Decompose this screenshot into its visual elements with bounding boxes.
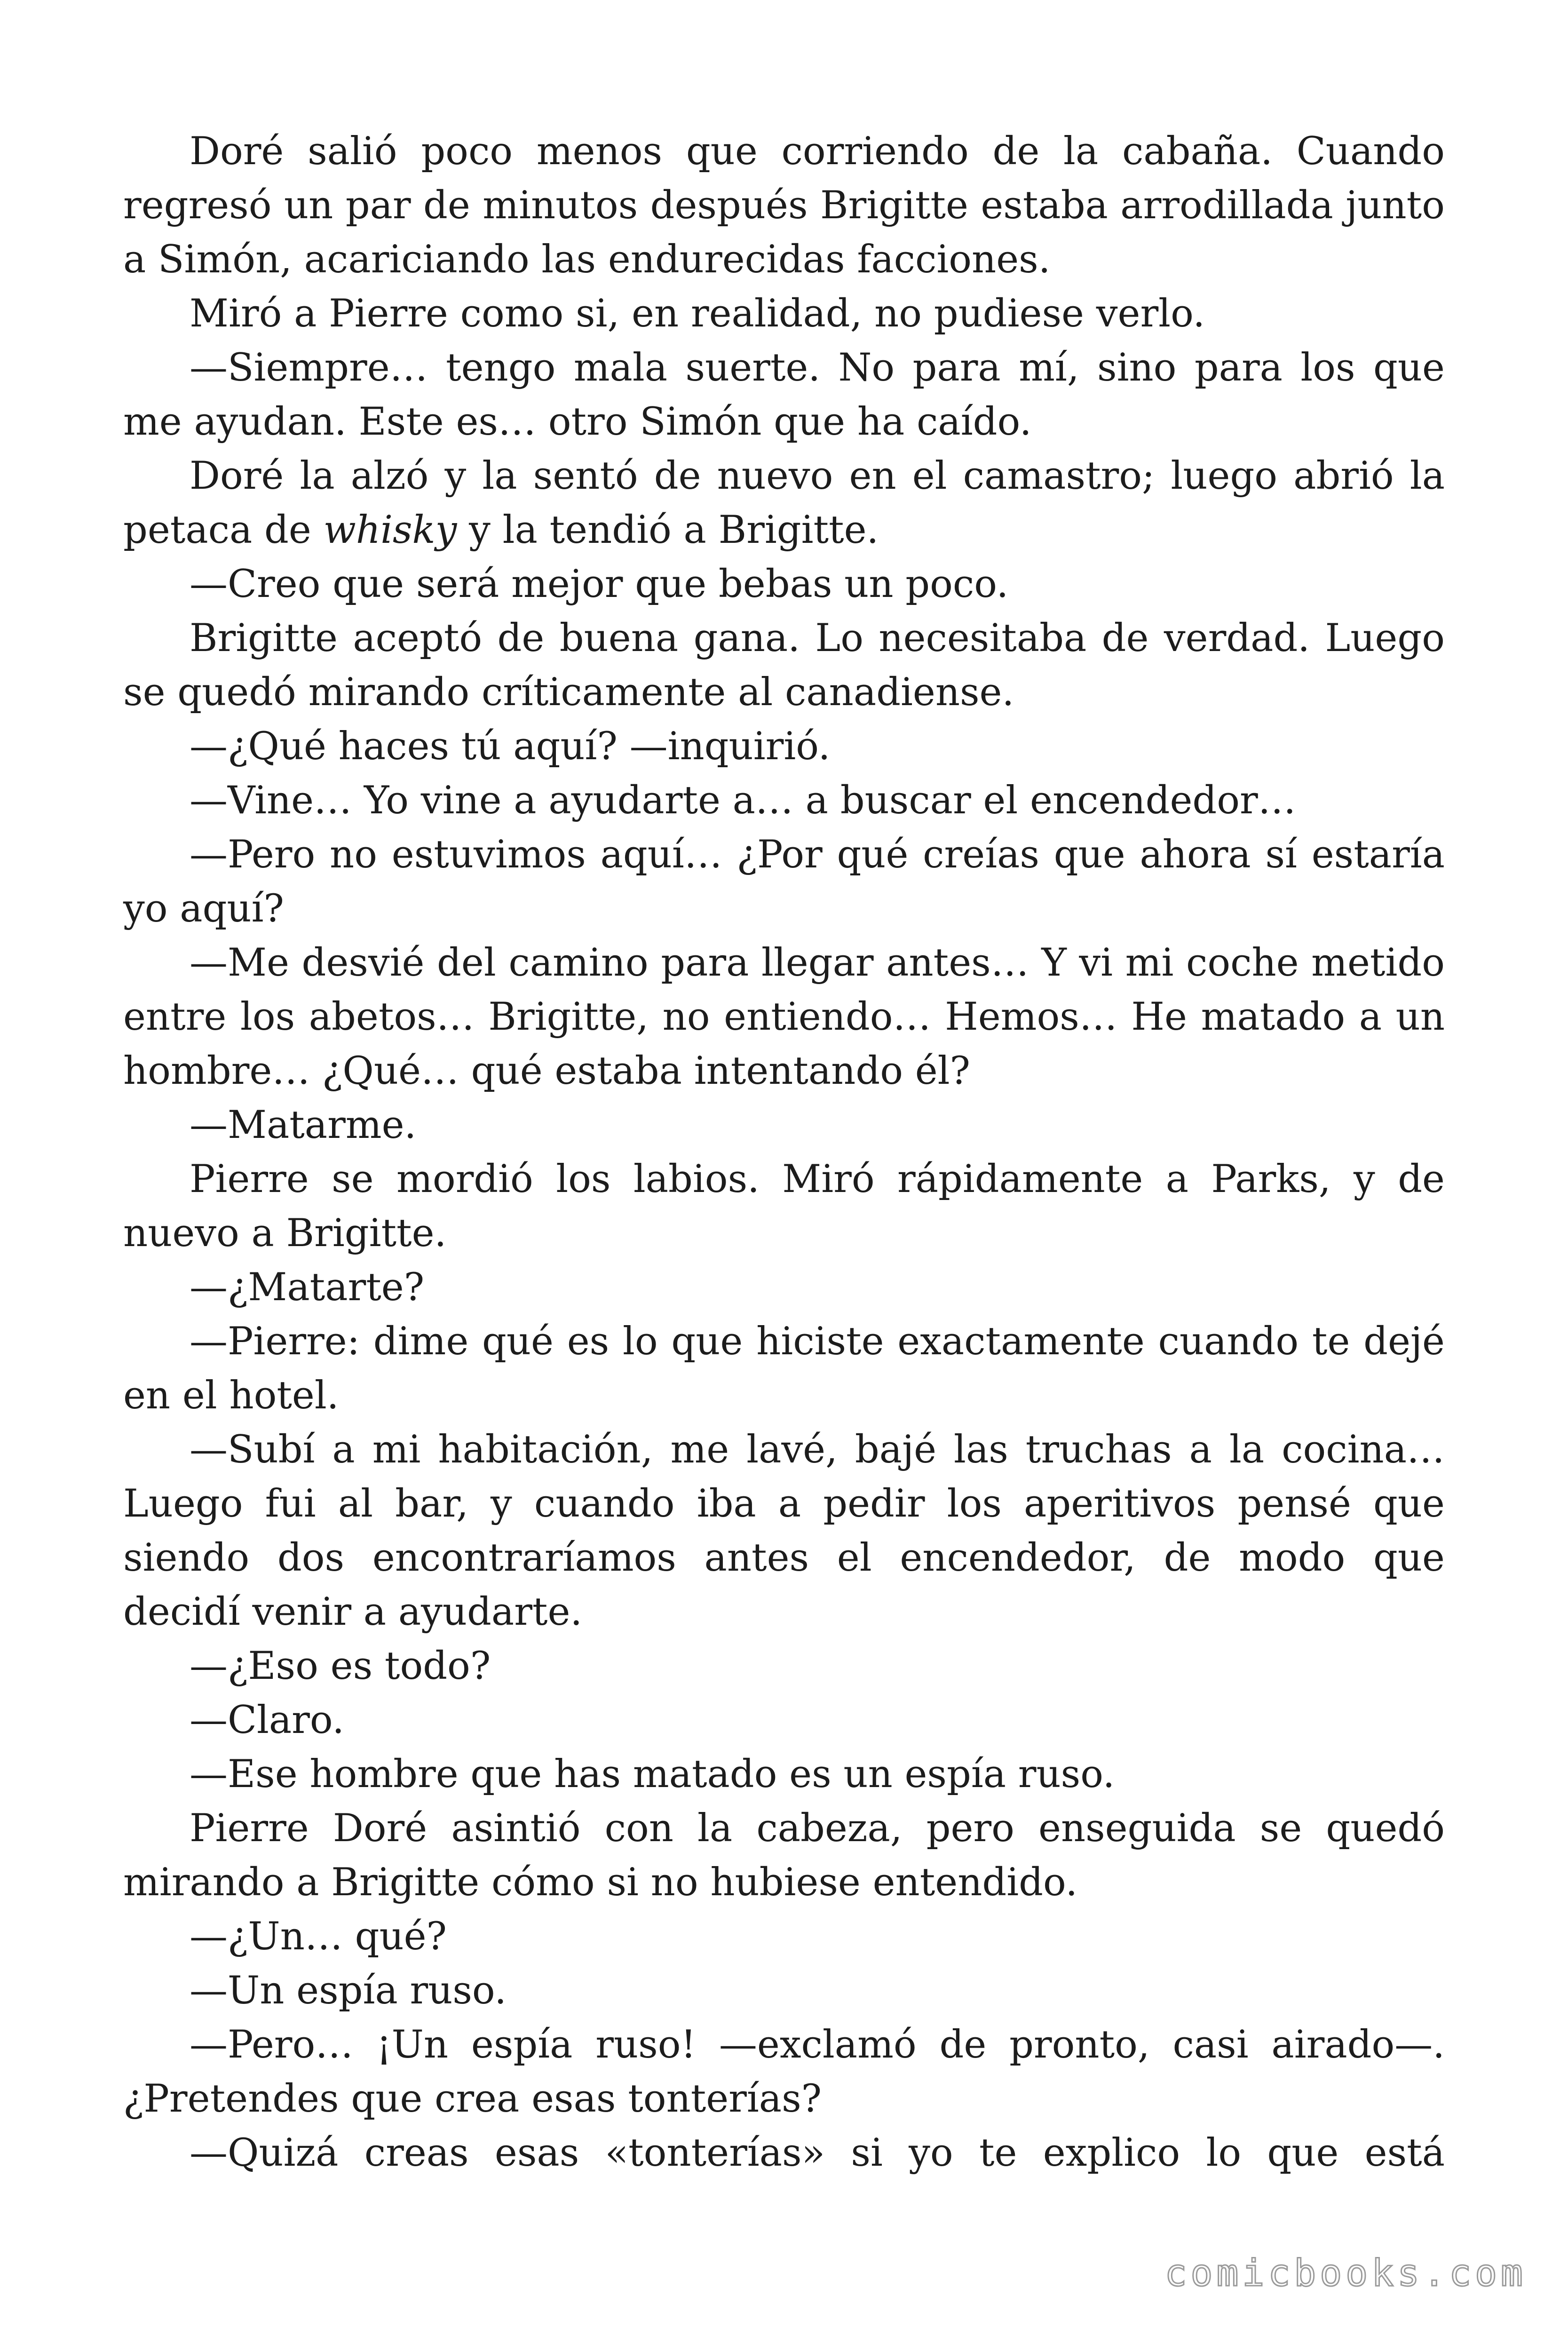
paragraph: Miró a Pierre como si, en realidad, no pudiese verlo.: [190, 292, 1205, 336]
paragraph: —Matarme.: [190, 1103, 417, 1147]
paragraph: —Quizá creas esas «tonterías» si yo te explico lo que está: [190, 2131, 1445, 2175]
paragraph: —Pero… ¡Un espía ruso! —exclamó de pronto, casi airado—. ¿Pretendes que crea esas tonterías?: [123, 2023, 1445, 2121]
paragraph: —¿Matarte?: [190, 1265, 425, 1310]
paragraph: [123, 449, 1445, 557]
paragraph: —Claro.: [190, 1698, 344, 1742]
paragraph: Doré salió poco menos que corriendo de la cabaña. Cuando regresó un par de minutos después Brigitte estaba arrodillada junto a Simón, acariciando las endurecidas facciones.: [123, 129, 1445, 282]
paragraph: —Vine… Yo vine a ayudarte a… a buscar el encendedor…: [190, 779, 1296, 823]
watermark: comicbooks.com: [1164, 2252, 1527, 2295]
paragraph: —Ese hombre que has matado es un espía ruso.: [190, 1752, 1115, 1796]
paragraph: —¿Un… qué?: [190, 1915, 447, 1959]
paragraph: —Pero no estuvimos aquí… ¿Por qué creías que ahora sí estaría yo aquí?: [123, 833, 1445, 931]
paragraph: —¿Eso es todo?: [190, 1644, 491, 1688]
paragraph-text: Doré la alzó y la sentó de nuevo en el camastro; luego abrió la petaca de: [123, 454, 1445, 552]
paragraph: —Subí a mi habitación, me lavé, bajé las truchas a la cocina… Luego fui al bar, y cuando iba a pedir los aperitivos pensé que siendo dos encontraríamos antes el encendedor, de modo que decidí venir a ayudarte.: [123, 1428, 1445, 1634]
paragraph: Pierre se mordió los labios. Miró rápidamente a Parks, y de nuevo a Brigitte.: [123, 1157, 1445, 1255]
paragraph: —¿Qué haces tú aquí? —inquirió.: [190, 724, 831, 769]
paragraph: Pierre Doré asintió con la cabeza, pero enseguida se quedó mirando a Brigitte cómo si no hubiese entendido.: [123, 1806, 1445, 1905]
paragraph: —Creo que será mejor que bebas un poco.: [190, 562, 1009, 606]
paragraph: —Pierre: dime qué es lo que hiciste exactamente cuando te dejé en el hotel.: [123, 1319, 1445, 1418]
paragraph: —Siempre… tengo mala suerte. No para mí, sino para los que me ayudan. Este es… otro Simón que ha caído.: [123, 346, 1445, 444]
paragraph: Brigitte aceptó de buena gana. Lo necesitaba de verdad. Luego se quedó mirando críticamente al canadiense.: [123, 616, 1445, 715]
body-text: [123, 125, 1445, 2180]
paragraph: —Me desvié del camino para llegar antes… Y vi mi coche metido entre los abetos… Brigitte, no entiendo… Hemos… He matado a un hombre… ¿Qué… qué estaba intentando él?: [123, 941, 1445, 1093]
paragraph: —Un espía ruso.: [190, 1969, 507, 2013]
italic-word: whisky: [323, 508, 457, 552]
paragraph-text: y la tendió a Brigitte.: [457, 508, 879, 552]
